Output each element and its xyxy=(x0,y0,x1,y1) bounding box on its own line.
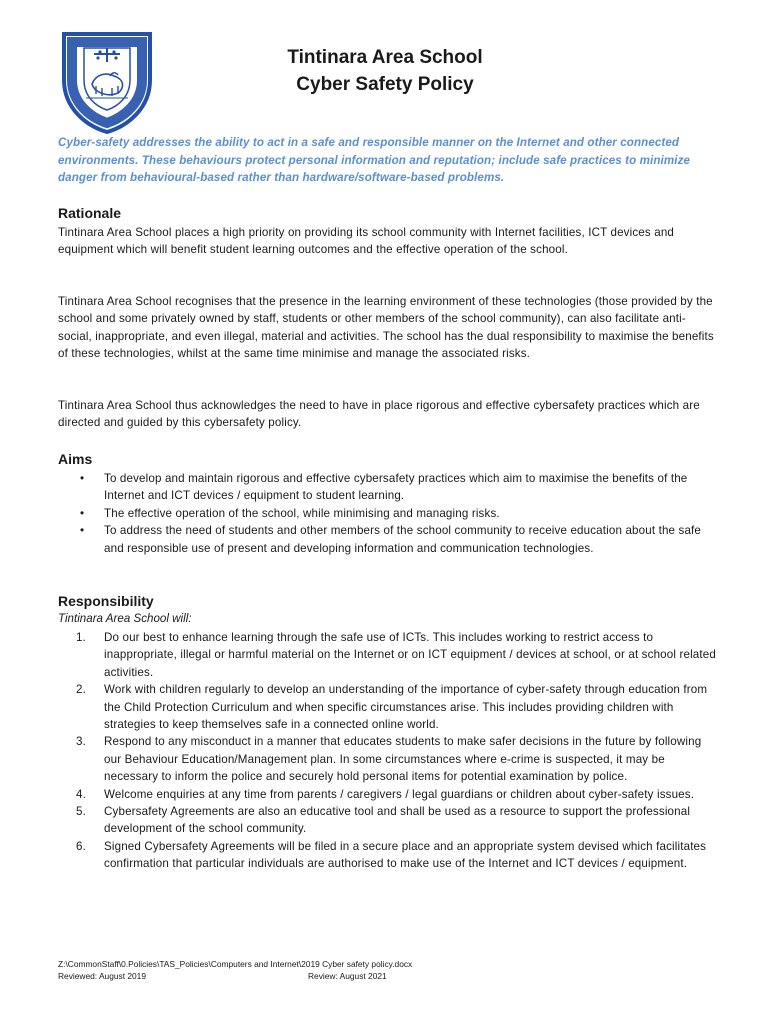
item-number: 6. xyxy=(76,839,86,853)
aims-heading: Aims xyxy=(58,451,93,467)
item-number: 2. xyxy=(76,683,86,697)
item-text: Work with children regularly to develop an understanding of the importance of cyber-safety through education from the Child Protection Curriculum and when specific circumstances arise. This includes providing children with strategies to keep themselves safe in a connected online world. xyxy=(104,683,708,732)
list-item xyxy=(58,470,718,505)
list-item xyxy=(58,838,718,873)
next-review-date: Review: August 2021 xyxy=(308,971,387,981)
responsibility-subheading: Tintinara Area School will: xyxy=(58,612,192,625)
reviewed-date: Reviewed: August 2019 xyxy=(58,971,146,981)
intro-statement: Cyber-safety addresses the ability to act in a safe and responsible manner on the Internet and other connected environments. These behaviours protect personal information and reputation; include safe practices to minimize danger from behavioural-based rather than hardware/software-based problems. xyxy=(58,136,691,185)
list-item xyxy=(58,786,718,803)
rationale-paragraph: Tintinara Area School places a high priority on providing its school community with Internet facilities, ICT devices and equipment which will benefit student learning outcomes and the effective operation of the school. xyxy=(58,226,675,257)
rationale-paragraph: Tintinara Area School thus acknowledges the need to have in place rigorous and effective cybersafety practices which are directed and guided by this cybersafety policy. xyxy=(58,399,700,430)
responsibility-heading: Responsibility xyxy=(58,593,154,609)
aim-text: The effective operation of the school, while minimising and managing risks. xyxy=(104,506,500,520)
item-number: 1. xyxy=(76,631,86,644)
bullet: • xyxy=(80,472,85,485)
bullet: • xyxy=(80,524,85,538)
title-school-name: Tintinara Area School xyxy=(287,47,483,68)
item-text: Welcome enquiries at any time from parents / caregivers / legal guardians or children about cyber-safety issues. xyxy=(104,787,695,801)
list-item xyxy=(58,505,718,522)
item-number: 4. xyxy=(76,787,86,801)
document-title xyxy=(0,44,770,98)
bullet: • xyxy=(80,506,85,520)
aim-text: To address the need of students and other members of the school community to receive education about the safe and responsible use of present and developing information and communication technologies. xyxy=(104,524,702,555)
list-item xyxy=(58,629,718,681)
file-path: Z:\CommonStaff\0.Policies\TAS_Policies\Computers and Internet\2019 Cyber safety policy.docx xyxy=(58,959,413,969)
aim-text: To develop and maintain rigorous and effective cybersafety practices which aim to maximise the benefits of the Internet and ICT devices / equipment to student learning. xyxy=(104,472,688,503)
aims-list xyxy=(58,470,718,557)
item-text: Cybersafety Agreements are also an educative tool and shall be used as a resource to support the professional development of the school community. xyxy=(104,805,691,836)
list-item xyxy=(58,681,718,733)
rationale-heading: Rationale xyxy=(58,205,122,221)
list-item xyxy=(58,803,718,838)
title-policy-name: Cyber Safety Policy xyxy=(296,74,474,95)
item-text: Do our best to enhance learning through the safe use of ICTs. This includes working to restrict access to inappropriate, illegal or harmful material on the Internet or on ICT equipment / devices at school, or at school related activities. xyxy=(104,631,716,679)
list-item xyxy=(58,733,718,785)
rationale-paragraph: Tintinara Area School recognises that the presence in the learning environment of these technologies (those provided by the school and some privately owned by staff, students or other members of the school community), can also facilitate anti-social, inappropriate, and even illegal, material and activities. The school has the dual responsibility to maximise the benefits of these technologies, whilst at the same time minimise and manage the associated risks. xyxy=(58,295,714,361)
page-footer xyxy=(58,958,412,982)
item-text: Respond to any misconduct in a manner that educates students to make safer decisions in the future by following our Behaviour Education/Management plan. In some circumstances where e-crime is suspected, it may be necessary to inform the police and securely hold personal items for potential examination by police. xyxy=(104,735,702,784)
list-item xyxy=(58,522,718,557)
item-number: 3. xyxy=(76,735,86,749)
responsibility-list xyxy=(58,629,718,873)
item-number: 5. xyxy=(76,805,86,819)
item-text: Signed Cybersafety Agreements will be filed in a secure place and an appropriate system devised which facilitates confirmation that particular individuals are authorised to make use of the Internet and ICT devices / equipment. xyxy=(104,839,707,871)
